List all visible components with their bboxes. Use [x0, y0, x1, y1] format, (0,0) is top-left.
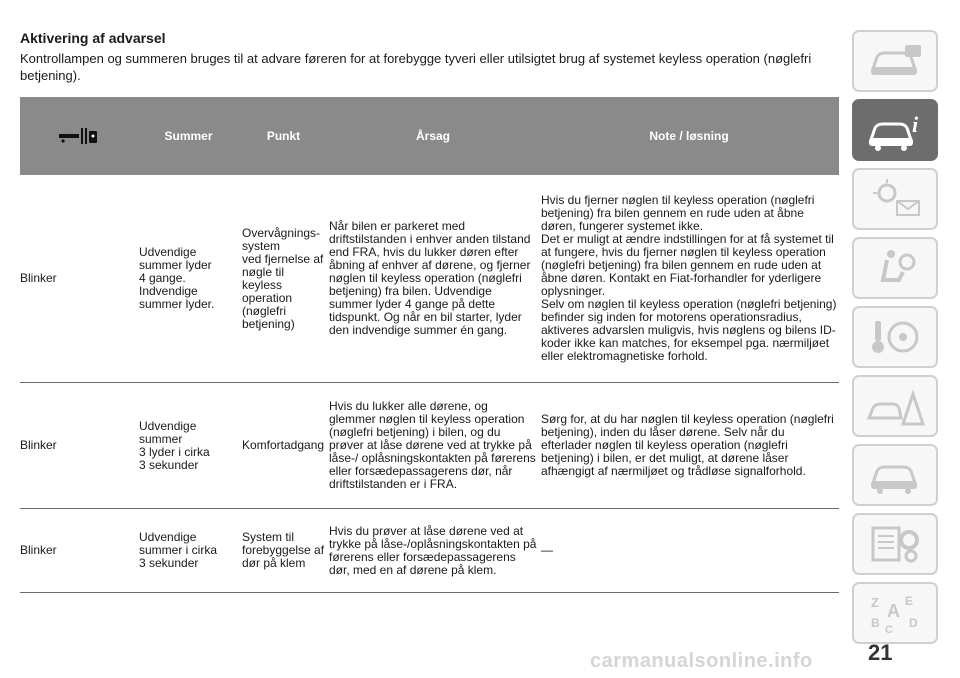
keyless-warning-lamp-icon: [57, 125, 101, 147]
svg-text:i: i: [912, 112, 919, 137]
table-header: [20, 97, 839, 175]
table-row: [20, 383, 839, 509]
table-row: [20, 175, 839, 383]
watermark: carmanualsonline.info: [590, 650, 813, 672]
aarsag-cell: Når bilen er parkeret med driftstilstanden i enhver anden tilstand end FRA, hvis du lukker døren efter åbning af enhver af dørene, og fjerner nøglen til keyless operation (nøglefri betjening) fra bilen. Udvendige summer lyder 4 gange på dette tidspunkt. Og når en bil starter, lyder den indvendige summer én gang.: [329, 219, 531, 337]
lamp-cell: Blinker: [20, 271, 57, 285]
punkt-cell: Overvågnings- system ved fjernelse af nøgle til keyless operation (nøglefri betjening): [242, 225, 324, 331]
sidebar-tile-emergency[interactable]: [852, 375, 938, 437]
page-number: 21: [868, 640, 893, 665]
aarsag-cell: Hvis du lukker alle dørene, og glemmer nøglen til keyless operation (nøglefri betjening) i bilen, og du prøver at låse dørene ved at trykke på låse-/ oplåsningskontakten på førerens eller forsædepassagerens dør, når driftstilstanden er i FRA.: [329, 399, 536, 491]
note-cell: —: [541, 543, 553, 557]
car-warning-triangle-icon: [865, 384, 925, 428]
punkt-cell: Komfortadgang: [242, 438, 325, 452]
header-punkt: Punkt: [266, 129, 301, 143]
header-summer: Summer: [164, 129, 213, 143]
summer-cell: Udvendige summer 3 lyder i cirka 3 sekunder: [139, 418, 210, 472]
sidebar-tile-safety[interactable]: [852, 237, 938, 299]
header-icon-cell: [20, 97, 137, 175]
sidebar-tile-index[interactable]: [852, 582, 938, 644]
airbag-seat-icon: [865, 246, 925, 290]
sidebar-tile-car-info[interactable]: [852, 99, 938, 161]
lamp-cell: Blinker: [20, 543, 57, 557]
svg-text:Z: Z: [871, 595, 879, 610]
svg-text:A: A: [887, 601, 900, 621]
svg-text:D: D: [909, 616, 918, 630]
sidebar-tile-starting[interactable]: [852, 306, 938, 368]
svg-text:B: B: [871, 616, 880, 630]
aarsag-cell: Hvis du prøver at låse dørene ved at trykke på låse-/oplåsningskontakten på førerens eller forsædepassagerens dør, med en af dørene på klem.: [329, 523, 537, 577]
section-intro: Kontrollampen og summeren bruges til at advare føreren for at forebygge tyveri eller utilsigtet brug af systemet keyless operation (nøglefri betjening).: [20, 51, 812, 83]
svg-text:C: C: [885, 624, 893, 635]
warning-table: [20, 97, 839, 593]
sidebar-tile-dashboard[interactable]: [852, 30, 938, 92]
car-info-icon: [865, 108, 925, 152]
header-aarsag: Årsag: [415, 129, 450, 143]
sidebar-tile-lights[interactable]: [852, 168, 938, 230]
note-cell: Sørg for, at du har nøglen til keyless operation (nøglefri betjening), inden du låser dørene. Selv når du efterlader nøglen til keyless operation (nøglefri betjening) i bilen, er det muligt, at dørene låser afhængigt af nærmiljøet og trådløse signalforhold.: [541, 412, 834, 478]
car-dashboard-icon: [865, 39, 925, 83]
specifications-gear-icon: [865, 522, 925, 566]
car-service-icon: [865, 453, 925, 497]
note-cell: Hvis du fjerner nøglen til keyless operation (nøglefri betjening) fra bilen gennem en rude uden at åbne døren, fungerer systemet ikke. Det er muligt at ændre indstillingen for at få systemet til at fungere, hvis du fjerner nøglen til keyless operation (nøglefri betjening) fra bilen gennem en rude uden at åbne døren. Kontakt en Fiat-forhandler for yderligere oplysninger. Selv om nøglen til keyless operation (nøglefri betjening) befinder sig inden for motorens operationsradius, aktiveres advarslen muligvis, hvis nøglens og bilens ID-koder ikke kan matches, for eksempel pga. nærmiljøet eller elektromagnetiske forhold.: [541, 193, 837, 363]
alphabet-index-icon: [865, 591, 925, 635]
section-title: Aktivering af advarsel: [20, 30, 166, 46]
summer-cell: Udvendige summer lyder 4 gange. Indvendige summer lyder.: [139, 245, 215, 311]
chapter-sidebar: [852, 30, 938, 651]
summer-cell: Udvendige summer i cirka 3 sekunder: [139, 530, 218, 570]
sidebar-tile-maintenance[interactable]: [852, 444, 938, 506]
header-note: Note / løsning: [649, 129, 729, 143]
lights-message-icon: [865, 177, 925, 221]
lamp-cell: Blinker: [20, 438, 57, 452]
sidebar-tile-specifications[interactable]: [852, 513, 938, 575]
table-row: [20, 509, 839, 593]
key-steering-wheel-icon: [865, 315, 925, 359]
svg-text:E: E: [905, 594, 914, 608]
punkt-cell: System til forebyggelse af dør på klem: [242, 530, 325, 570]
